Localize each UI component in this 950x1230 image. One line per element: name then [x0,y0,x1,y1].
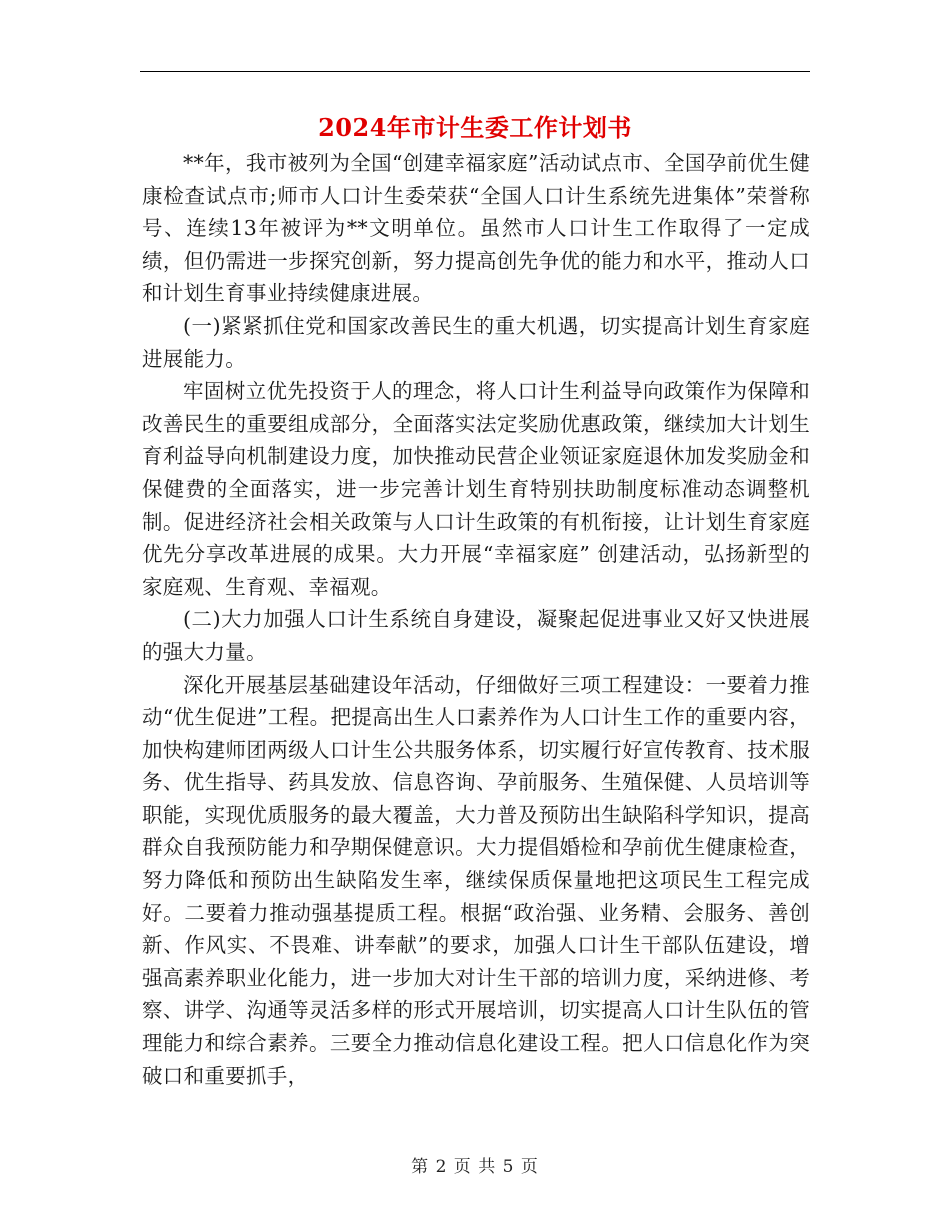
paragraph-policy: 牢固树立优先投资于人的理念，将人口计生利益导向政策作为保障和改善民生的重要组成部分，全面落实法定奖励优惠政策，继续加大计划生育利益导向机制建设力度，加快推动民营企业领证家庭退休加发奖励金和保健费的全面落实，进一步完善计划生育特别扶助制度标准动态调整机制。促进经济社会相关政策与人口计生政策的有机衔接，让计划生育家庭优先分享改革进展的成果。大力开展“幸福家庭” 创建活动，弘扬新型的家庭观、生育观、幸福观。 [142,379,810,599]
page-number: 第 2 页 共 5 页 [411,1157,539,1177]
document-title: 2024年市计生委工作计划书 [318,113,632,142]
paragraph-projects: 深化开展基层基础建设年活动，仔细做好三项工程建设：一要着力推动“优生促进”工程。把提高出生人口素养作为人口计生工作的重要内容，加快构建师团两级人口计生公共服务体系，切实履行好宣传教育、技术服务、优生指导、药具发放、信息咨询、孕前服务、生殖保健、人员培训等职能，实现优质服务的最大覆盖，大力普及预防出生缺陷科学知识，提高群众自我预防能力和孕期保健意识。大力提倡婚检和孕前优生健康检查，努力降低和预防出生缺陷发生率，继续保质保量地把这项民生工程完成好。二要着力推动强基提质工程。根据“政治强、业务精、会服务、善创新、作风实、不畏难、讲奉献”的要求，加强人口计生干部队伍建设，增强高素养职业化能力，进一步加大对计生干部的培训力度，采纳进修、考察、讲学、沟通等灵活多样的形式开展培训，切实提高人口计生队伍的管理能力和综合素养。三要全力推动信息化建设工程。把人口信息化作为突破口和重要抓手， [142,672,810,1088]
document-body [142,147,810,1092]
paragraph-heading-one: (一)紧紧抓住党和国家改善民生的重大机遇，切实提高计划生育家庭进展能力。 [142,313,810,371]
header-rule [140,71,810,72]
paragraph-intro: **年，我市被列为全国“创建幸福家庭”活动试点市、全国孕前优生健康检查试点市;师市人口计生委荣获“全国人口计生系统先进集体”荣誉称号、连续13年被评为**文明单位。虽然市人口计生工作取得了一定成绩，但仍需进一步探究创新，努力提高创先争优的能力和水平，推动人口和计划生育事业持续健康进展。 [142,151,810,306]
paragraph-heading-two: (二)大力加强人口计生系统自身建设，凝聚起促进事业又好又快进展的强大力量。 [142,607,810,664]
